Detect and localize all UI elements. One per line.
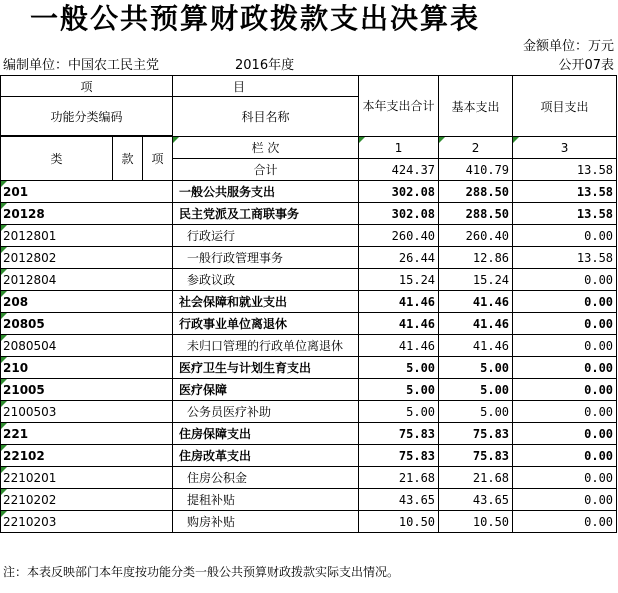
subject-name: 行政运行 [173, 225, 359, 247]
function-code: 2210203 [1, 511, 173, 533]
project-expenditure: 0.00 [513, 335, 617, 357]
total-basic: 410.79 [439, 159, 513, 181]
table-row [1, 489, 617, 511]
subject-name: 住房公积金 [173, 467, 359, 489]
project-expenditure: 0.00 [513, 445, 617, 467]
basic-expenditure: 10.50 [439, 511, 513, 533]
table-row [1, 423, 617, 445]
project-expenditure: 0.00 [513, 379, 617, 401]
basic-expenditure: 288.50 [439, 181, 513, 203]
basic-expenditure: 5.00 [439, 379, 513, 401]
form-code: 公开07表 [558, 58, 614, 73]
header-num-2: 2 [439, 137, 513, 159]
project-expenditure: 0.00 [513, 401, 617, 423]
total-project: 13.58 [513, 159, 617, 181]
function-code: 20805 [1, 313, 173, 335]
subject-name: 公务员医疗补助 [173, 401, 359, 423]
project-expenditure: 0.00 [513, 357, 617, 379]
function-code: 22102 [1, 445, 173, 467]
header-lanci: 栏 次 [173, 137, 359, 159]
table-row [1, 225, 617, 247]
basic-expenditure: 41.46 [439, 335, 513, 357]
total-expenditure: 5.00 [359, 379, 439, 401]
report-title: 一般公共预算财政拨款支出决算表 [30, 2, 481, 35]
header-total: 本年支出合计 [359, 76, 439, 137]
table-row [1, 467, 617, 489]
table-row [1, 379, 617, 401]
organization-label: 编制单位：中国农工民主党 [3, 58, 160, 73]
function-code: 2012801 [1, 225, 173, 247]
total-expenditure: 26.44 [359, 247, 439, 269]
total-expenditure: 75.83 [359, 445, 439, 467]
header-func-code: 功能分类编码 [1, 97, 173, 136]
total-expenditure: 5.00 [359, 401, 439, 423]
header-xiang: 项 [143, 137, 173, 181]
header-lei: 类 [1, 137, 113, 181]
function-code: 210 [1, 357, 173, 379]
subject-name: 民主党派及工商联事务 [173, 203, 359, 225]
project-expenditure: 0.00 [513, 225, 617, 247]
table-row [1, 445, 617, 467]
table-row [1, 335, 617, 357]
table-row [1, 357, 617, 379]
header-basic: 基本支出 [439, 76, 513, 137]
total-expenditure: 43.65 [359, 489, 439, 511]
total-expenditure: 41.46 [359, 313, 439, 335]
amount-unit: 金额单位：万元 [522, 39, 614, 54]
table-row [1, 181, 617, 203]
subject-name: 医疗保障 [173, 379, 359, 401]
project-expenditure: 0.00 [513, 467, 617, 489]
expenditure-table [0, 75, 617, 533]
table-row [1, 401, 617, 423]
subject-name: 一般公共服务支出 [173, 181, 359, 203]
basic-expenditure: 75.83 [439, 445, 513, 467]
total-expenditure: 41.46 [359, 291, 439, 313]
project-expenditure: 13.58 [513, 181, 617, 203]
header-row-1 [1, 76, 617, 97]
basic-expenditure: 41.46 [439, 313, 513, 335]
project-expenditure: 0.00 [513, 313, 617, 335]
header-project: 项目支出 [513, 76, 617, 137]
subject-name: 参政议政 [173, 269, 359, 291]
project-expenditure: 13.58 [513, 247, 617, 269]
basic-expenditure: 15.24 [439, 269, 513, 291]
table-row [1, 247, 617, 269]
subject-name: 行政事业单位离退休 [173, 313, 359, 335]
header-num-1: 1 [359, 137, 439, 159]
function-code: 2080504 [1, 335, 173, 357]
project-expenditure: 0.00 [513, 269, 617, 291]
function-code: 2210201 [1, 467, 173, 489]
header-subject: 科目名称 [173, 97, 359, 137]
basic-expenditure: 5.00 [439, 401, 513, 423]
project-expenditure: 0.00 [513, 489, 617, 511]
fiscal-year: 2016年度 [235, 58, 295, 73]
subject-name: 社会保障和就业支出 [173, 291, 359, 313]
total-expenditure: 10.50 [359, 511, 439, 533]
subject-name: 住房保障支出 [173, 423, 359, 445]
total-expenditure: 21.68 [359, 467, 439, 489]
function-code: 2100503 [1, 401, 173, 423]
subject-name: 住房改革支出 [173, 445, 359, 467]
table-note: 注：本表反映部门本年度按功能分类一般公共预算财政拨款实际支出情况。 [3, 565, 400, 579]
basic-expenditure: 41.46 [439, 291, 513, 313]
basic-expenditure: 5.00 [439, 357, 513, 379]
project-expenditure: 0.00 [513, 423, 617, 445]
total-expenditure: 260.40 [359, 225, 439, 247]
total-label: 合计 [173, 159, 359, 181]
basic-expenditure: 260.40 [439, 225, 513, 247]
header-num-3: 3 [513, 137, 617, 159]
project-expenditure: 13.58 [513, 203, 617, 225]
subject-name: 提租补贴 [173, 489, 359, 511]
project-expenditure: 0.00 [513, 511, 617, 533]
basic-expenditure: 12.86 [439, 247, 513, 269]
subject-name: 一般行政管理事务 [173, 247, 359, 269]
subject-name: 未归口管理的行政单位离退休 [173, 335, 359, 357]
table-row [1, 269, 617, 291]
subject-name: 医疗卫生与计划生育支出 [173, 357, 359, 379]
function-code: 2210202 [1, 489, 173, 511]
header-kuan: 款 [113, 137, 143, 181]
table-row [1, 313, 617, 335]
total-expenditure: 41.46 [359, 335, 439, 357]
basic-expenditure: 288.50 [439, 203, 513, 225]
basic-expenditure: 75.83 [439, 423, 513, 445]
header-row-4 [1, 137, 617, 159]
table-row [1, 291, 617, 313]
table-row [1, 203, 617, 225]
function-code: 2012802 [1, 247, 173, 269]
report-info-line [0, 57, 618, 75]
function-code: 2012804 [1, 269, 173, 291]
header-item-mu: 目 [173, 76, 359, 97]
table-row [1, 511, 617, 533]
basic-expenditure: 21.68 [439, 467, 513, 489]
function-code: 20128 [1, 203, 173, 225]
total-amount: 424.37 [359, 159, 439, 181]
function-code: 221 [1, 423, 173, 445]
project-expenditure: 0.00 [513, 291, 617, 313]
function-code: 208 [1, 291, 173, 313]
total-expenditure: 302.08 [359, 181, 439, 203]
total-expenditure: 15.24 [359, 269, 439, 291]
subject-name: 购房补贴 [173, 511, 359, 533]
function-code: 201 [1, 181, 173, 203]
header-item: 项 [1, 76, 173, 97]
function-code: 21005 [1, 379, 173, 401]
total-expenditure: 5.00 [359, 357, 439, 379]
basic-expenditure: 43.65 [439, 489, 513, 511]
total-expenditure: 302.08 [359, 203, 439, 225]
total-expenditure: 75.83 [359, 423, 439, 445]
